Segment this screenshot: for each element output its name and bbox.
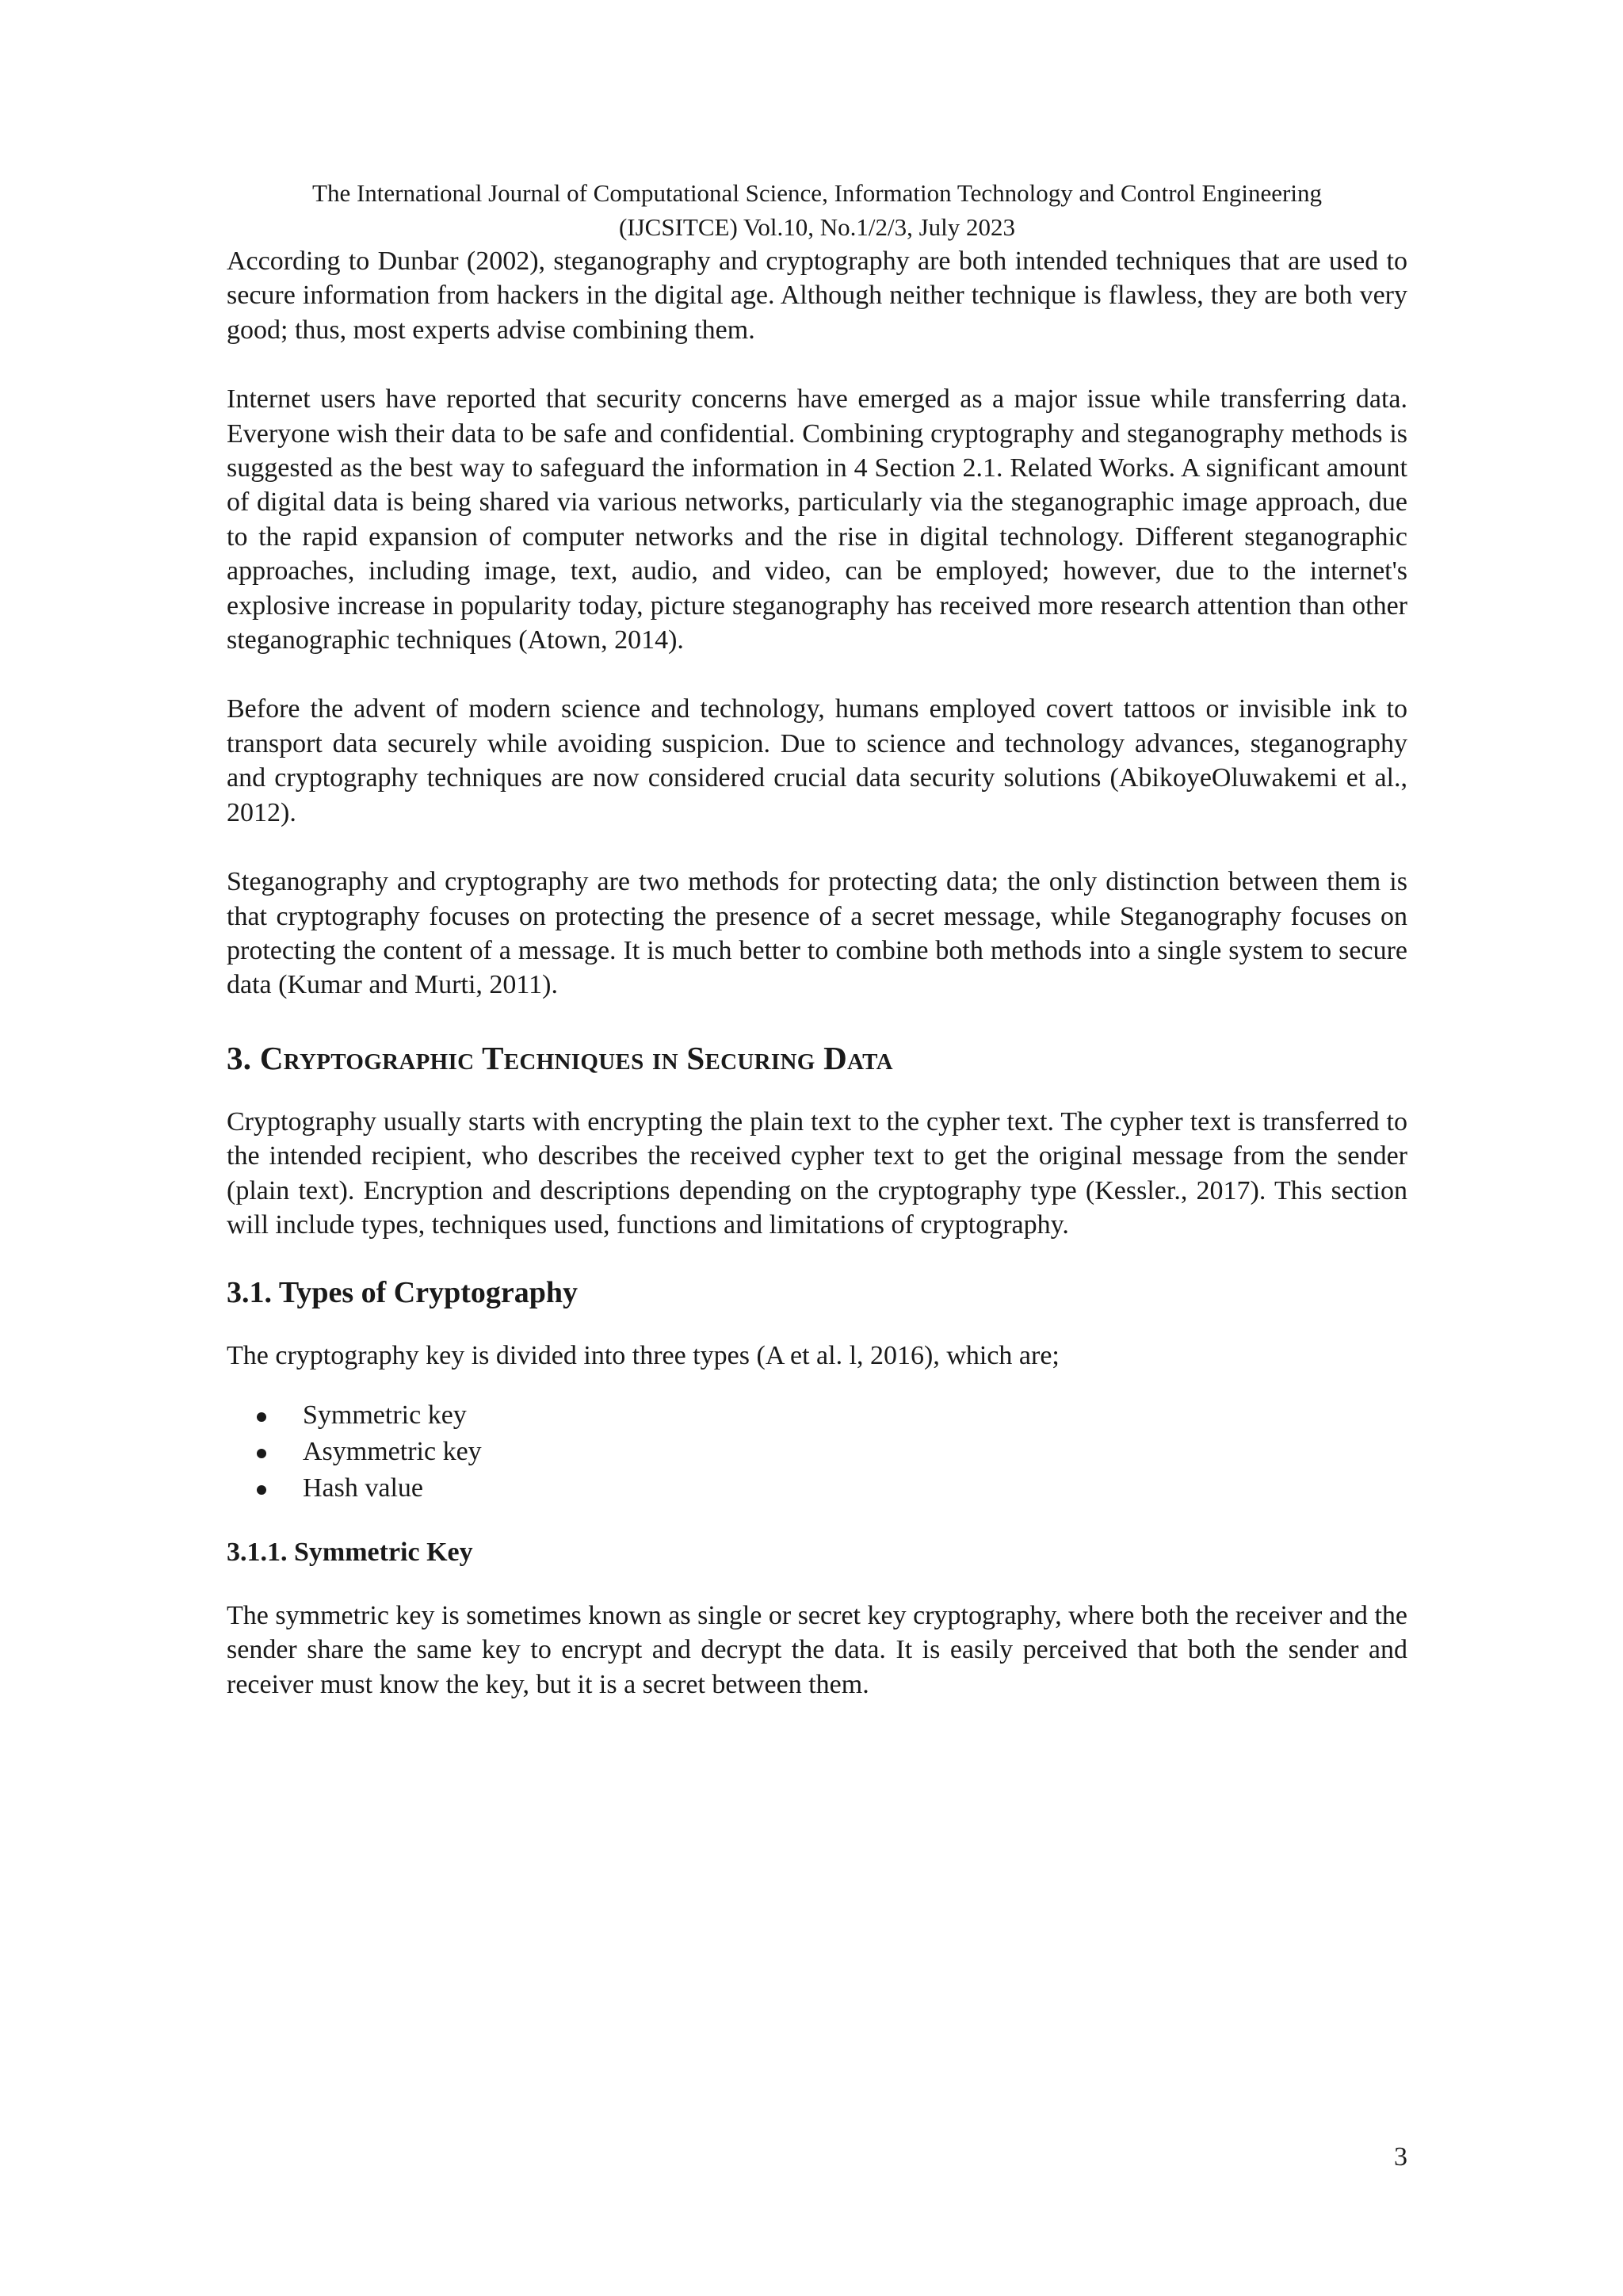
page-number: 3 [1394, 2142, 1407, 2172]
journal-title-line: The International Journal of Computational Science, Information Technology and Control Engineering [312, 179, 1322, 207]
running-header [227, 176, 1407, 244]
body-column [227, 244, 1407, 1702]
paragraph-internet-users: Internet users have reported that security concerns have emerged as a major issue while transferring data. Everyone wish their data to be safe and confidential. Combining cryptography and steganography methods is suggested as the best way to safeguard the information in 4 Section 2.1. Related Works. A significant amount of digital data is being shared via various networks, particularly via the steganographic image approach, due to the rapid expansion of computer networks and the rise in digital technology. Different steganographic approaches, including image, text, audio, and video, can be employed; however, due to the internet's explosive increase in popularity today, picture steganography has received more research attention than other steganographic techniques (Atown, 2014). [227, 384, 1407, 655]
paragraph-before-advent: Before the advent of modern science and technology, humans employed covert tattoos or invisible ink to transport data securely while avoiding suspicion. Due to science and technology advances, steganography and cryptography techniques are now considered crucial data security solutions (AbikoyeOluwakemi et al., 2012). [227, 694, 1407, 827]
bullet-icon [257, 1485, 266, 1495]
key-types-list [227, 1397, 1407, 1507]
list-item: Symmetric key [227, 1397, 1407, 1434]
section-heading-3: 3. Cryptographic Techniques in Securing Data [227, 1039, 893, 1076]
subsection-heading-3-1-1: 3.1.1. Symmetric Key [227, 1537, 473, 1567]
list-item: Asymmetric key [227, 1434, 1407, 1470]
bullet-icon [257, 1449, 266, 1458]
paragraph-types-intro: The cryptography key is divided into three types (A et al. l, 2016), which are; [227, 1341, 1060, 1371]
journal-volume-line: (IJCSITCE) Vol.10, No.1/2/3, July 2023 [618, 213, 1016, 241]
subsection-heading-3-1: 3.1. Types of Cryptography [227, 1276, 579, 1310]
paragraph-section3-intro: Cryptography usually starts with encrypting the plain text to the cypher text. The cypher text is transferred to the intended recipient, who describes the received cypher text to get the original message from the sender (plain text). Encryption and descriptions depending on the cryptography type (Kessler., 2017). This section will include types, techniques used, functions and limitations of cryptography. [227, 1106, 1407, 1240]
bullet-icon [257, 1412, 266, 1422]
paragraph-steganography-vs-cryptography: Steganography and cryptography are two methods for protecting data; the only distinction between them is that cryptography focuses on protecting the presence of a secret message, while Steganography focuses on protecting the content of a message. It is much better to combine both methods into a single system to secure data (Kumar and Murti, 2011). [227, 867, 1407, 1000]
paragraph-symmetric-key: The symmetric key is sometimes known as single or secret key cryptography, where both the receiver and the sender share the same key to encrypt and decrypt the data. It is easily perceived that both the sender and receiver must know the key, but it is a secret between them. [227, 1600, 1407, 1699]
paragraph-dunbar: According to Dunbar (2002), steganography and cryptography are both intended techniques that are used to secure information from hackers in the digital age. Although neither technique is flawless, they are both very good; thus, most experts advise combining them. [227, 246, 1407, 345]
list-item: Hash value [227, 1470, 1407, 1507]
